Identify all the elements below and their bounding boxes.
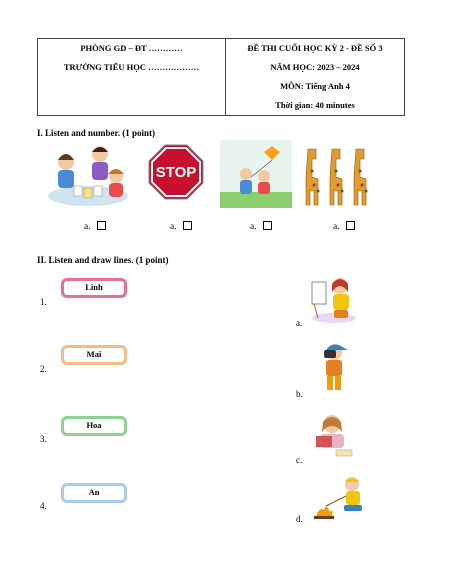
option-3-label: a. (250, 222, 257, 232)
school-department: PHÒNG GD – ĐT ………… (80, 43, 183, 53)
picture-letter-b: b. (296, 389, 303, 399)
name-box-hoa[interactable]: Hoa (61, 416, 127, 436)
picture-letter-c: c. (296, 455, 303, 465)
option-2[interactable] (170, 221, 192, 232)
section1-title: I. Listen and number. (1 point) (37, 128, 155, 138)
school-name: TRƯỜNG TIỂU HỌC ……………… (63, 62, 200, 72)
checkbox-1[interactable] (97, 221, 106, 230)
checkbox-2[interactable] (183, 221, 192, 230)
giraffes-picture (302, 143, 378, 207)
kids-playing-picture (44, 140, 132, 208)
checkbox-4[interactable] (346, 221, 355, 230)
stop-sign-picture (148, 144, 204, 200)
time-limit: Thời gian: 40 minutes (275, 100, 355, 110)
option-4-label: a. (333, 222, 340, 232)
item-number-1: 1. (40, 297, 47, 307)
exam-title: ĐỀ THI CUỐI HỌC KỲ 2 - ĐỀ SỐ 3 (247, 43, 383, 53)
header-table (37, 38, 405, 116)
option-1[interactable] (84, 221, 106, 232)
item-number-3: 3. (40, 434, 47, 444)
option-3[interactable] (250, 221, 272, 232)
name-box-linh[interactable]: Linh (61, 278, 127, 298)
item-number-4: 4. (40, 501, 47, 511)
section2-title: II. Listen and draw lines. (1 point) (37, 255, 169, 265)
header-left-cell (38, 39, 226, 116)
header-right-cell (226, 39, 405, 116)
name-box-an[interactable]: An (61, 483, 127, 503)
school-year: NĂM HỌC: 2023 – 2024 (270, 62, 360, 72)
kite-flying-picture (220, 140, 292, 208)
name-box-mai[interactable]: Mai (61, 345, 127, 365)
girl-reading-picture (306, 410, 358, 462)
svg-text:STOP: STOP (155, 164, 197, 181)
picture-letter-a: a. (296, 318, 303, 328)
girl-artist-picture (308, 272, 362, 324)
boy-campfire-picture (312, 472, 366, 520)
checkbox-3[interactable] (263, 221, 272, 230)
option-2-label: a. (170, 222, 177, 232)
subject: MÔN: Tiếng Anh 4 (280, 81, 350, 91)
option-1-label: a. (84, 222, 91, 232)
option-4[interactable] (333, 221, 355, 232)
boy-photographer-picture (314, 340, 354, 396)
picture-letter-d: d. (296, 514, 303, 524)
item-number-2: 2. (40, 364, 47, 374)
